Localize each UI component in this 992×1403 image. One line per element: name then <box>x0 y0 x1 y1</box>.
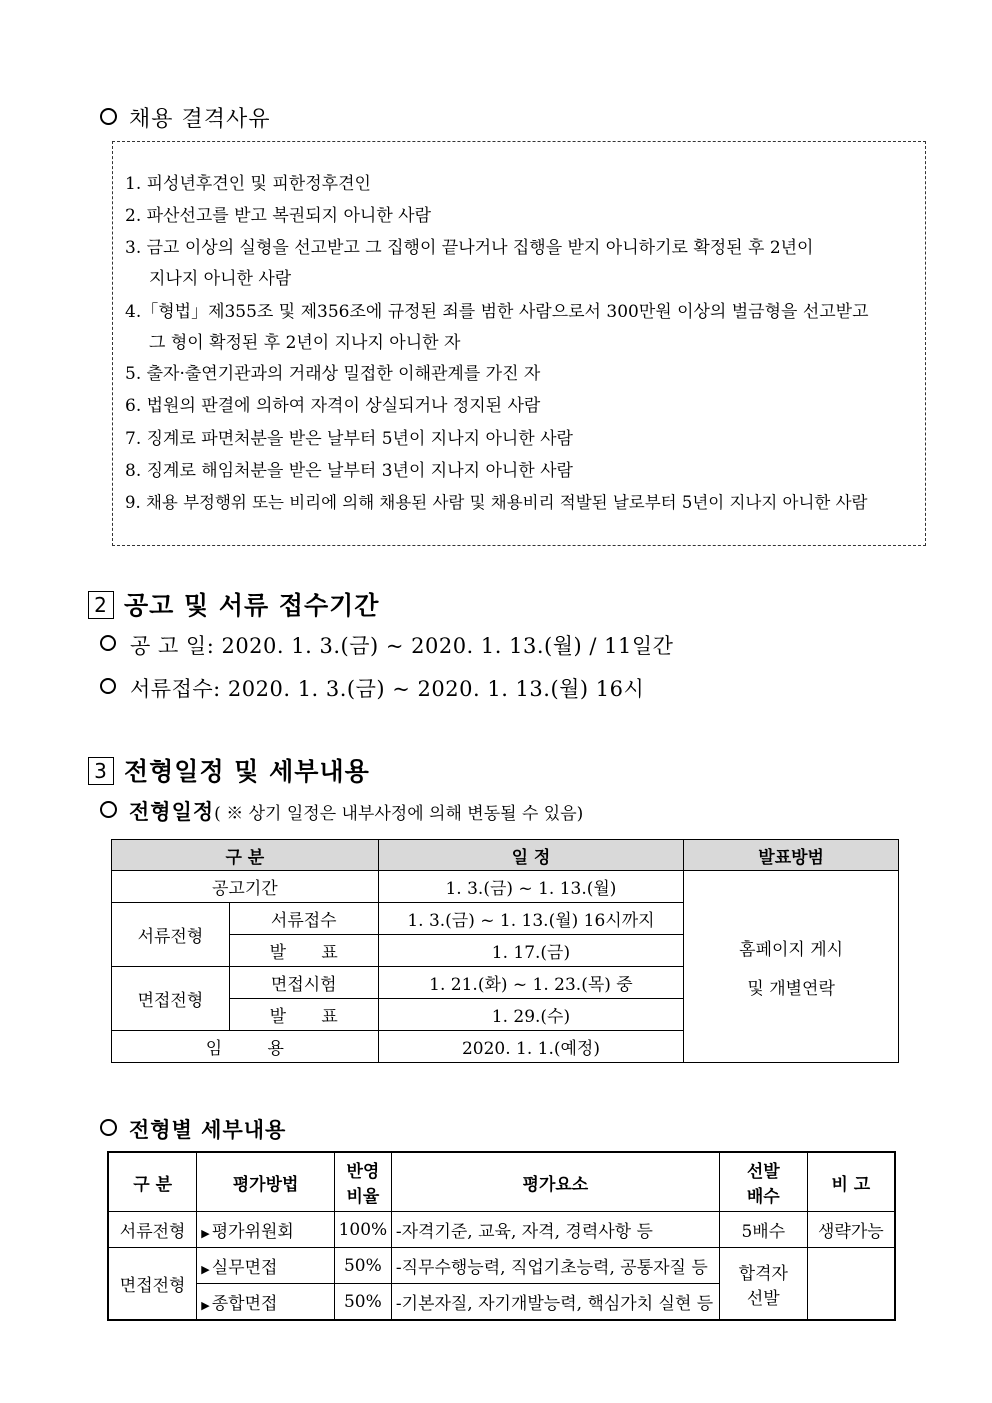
schedule-heading <box>100 796 583 826</box>
selection-line-2: 선발 <box>746 1288 780 1309</box>
table-cell: -자격기준, 교육, 자격, 경력사항 등 <box>391 1212 719 1248</box>
list-item: 4.「형법」제355조 및 제356조에 규정된 죄를 범한 사람으로서 300만원 이상의 벌금형을 선고받고 <box>125 302 869 322</box>
table-cell: 공고기간 <box>112 871 379 903</box>
schedule-table <box>111 839 899 1063</box>
section-2-heading <box>88 586 379 622</box>
list-item: 1. 피성년후견인 및 피한정후견인 <box>125 174 371 194</box>
table-header-row <box>112 840 899 871</box>
circle-bullet-icon <box>100 678 116 694</box>
table-cell: 생략가능 <box>807 1212 895 1248</box>
header-remarks: 비 고 <box>807 1152 895 1212</box>
table-cell: 50% <box>334 1248 391 1284</box>
section-number-box: 3 <box>88 757 114 785</box>
header-announce-method: 발표방범 <box>684 840 899 871</box>
header-ratio-line1: 반영 <box>346 1162 380 1182</box>
table-row <box>108 1212 895 1248</box>
list-item: 그 형이 확정된 후 2년이 지나지 아니한 자 <box>149 333 461 353</box>
circle-bullet-icon <box>100 635 116 651</box>
header-category: 구 분 <box>108 1152 197 1212</box>
method-label: 실무면접 <box>211 1258 278 1278</box>
table-cell: 50% <box>334 1284 391 1321</box>
table-row <box>112 871 899 903</box>
table-row <box>108 1248 895 1284</box>
disqualification-heading <box>100 102 271 133</box>
section-3-title: 전형일정 및 세부내용 <box>124 757 370 786</box>
document-period-text: 서류접수: 2020. 1. 3.(금) ~ 2020. 1. 13.(월) 16시 <box>130 677 645 701</box>
list-item: 3. 금고 이상의 실형을 선고받고 그 집행이 끝나거나 집행을 받지 아니하기로 확정된 후 2년이 <box>125 238 814 258</box>
table-cell: -기본자질, 자기개발능력, 핵심가치 실현 등 <box>391 1284 719 1321</box>
method-label: 종합면접 <box>211 1294 278 1314</box>
table-cell: 발 표 <box>229 935 378 967</box>
circle-bullet-icon <box>100 108 117 125</box>
group-cell: 서류전형 <box>112 903 230 967</box>
list-item: 2. 파산선고를 받고 복권되지 아니한 사람 <box>125 206 431 226</box>
table-cell: 서류전형 <box>108 1212 197 1248</box>
announce-line-2: 및 개별연락 <box>747 978 835 999</box>
table-cell: 서류접수 <box>229 903 378 935</box>
header-category: 구 분 <box>112 840 379 871</box>
schedule-note: ( ※ 상기 일정은 내부사정에 의해 변동될 수 있음) <box>214 804 584 824</box>
table-cell: 1. 29.(수) <box>378 999 684 1031</box>
selection-line-1: 합격자 <box>738 1263 788 1284</box>
table-cell: 1. 17.(금) <box>378 935 684 967</box>
header-ratio <box>334 1152 391 1212</box>
announce-method-cell <box>684 871 899 1063</box>
table-cell: 임 용 <box>112 1031 379 1063</box>
list-item: 6. 법원의 판결에 의하여 자격이 상실되거나 정지된 사람 <box>125 396 541 416</box>
section-number-box: 2 <box>88 591 114 619</box>
triangle-bullet-icon: ▶ <box>201 1299 210 1312</box>
disqualification-box <box>112 141 926 546</box>
table-cell: 면접시험 <box>229 967 378 999</box>
table-header-row <box>108 1152 895 1212</box>
table-cell: -직무수행능력, 직업기초능력, 공통자질 등 <box>391 1248 719 1284</box>
list-item: 9. 채용 부정행위 또는 비리에 의해 채용된 사람 및 채용비리 적발된 날로부터 5년이 지나지 아니한 사람 <box>125 493 868 512</box>
section-3-heading <box>88 752 370 788</box>
list-item: 5. 출자·출연기관과의 거래상 밀접한 이해관계를 가진 자 <box>125 364 541 384</box>
header-ratio-line2: 비율 <box>346 1187 380 1207</box>
announcement-period-text: 공 고 일: 2020. 1. 3.(금) ~ 2020. 1. 13.(월) / 11일간 <box>130 634 674 658</box>
disqualification-title: 채용 결격사유 <box>129 107 271 132</box>
list-item: 지나지 아니한 사람 <box>149 269 292 289</box>
document-period <box>100 673 644 703</box>
announce-line-1: 홈페이지 게시 <box>739 939 844 960</box>
table-cell <box>197 1212 335 1248</box>
table-cell: 5배수 <box>719 1212 807 1248</box>
announcement-period <box>100 630 673 660</box>
header-multiple <box>719 1152 807 1212</box>
group-cell: 면접전형 <box>108 1248 197 1321</box>
table-cell <box>197 1284 335 1321</box>
header-method: 평가방법 <box>197 1152 335 1212</box>
table-cell: 1. 3.(금) ~ 1. 13.(월) 16시까지 <box>378 903 684 935</box>
detail-table <box>107 1151 896 1321</box>
schedule-title: 전형일정 <box>129 799 215 824</box>
triangle-bullet-icon: ▶ <box>201 1227 210 1240</box>
empty-remarks-cell <box>807 1248 895 1321</box>
table-cell: 발 표 <box>229 999 378 1031</box>
circle-bullet-icon <box>100 801 117 818</box>
list-item: 8. 징계로 해임처분을 받은 날부터 3년이 지나지 아니한 사람 <box>125 461 573 481</box>
table-cell <box>197 1248 335 1284</box>
table-cell: 100% <box>334 1212 391 1248</box>
header-elements: 평가요소 <box>391 1152 719 1212</box>
detail-heading <box>100 1114 286 1144</box>
triangle-bullet-icon: ▶ <box>201 1263 210 1276</box>
method-label: 평가위원회 <box>211 1222 294 1242</box>
header-schedule: 일 정 <box>378 840 684 871</box>
table-cell: 1. 21.(화) ~ 1. 23.(목) 중 <box>378 967 684 999</box>
circle-bullet-icon <box>100 1119 117 1136</box>
group-cell: 면접전형 <box>112 967 230 1031</box>
section-2-title: 공고 및 서류 접수기간 <box>124 591 380 620</box>
table-cell: 2020. 1. 1.(예정) <box>378 1031 684 1063</box>
header-multiple-line2: 배수 <box>746 1187 780 1207</box>
detail-title: 전형별 세부내용 <box>129 1117 287 1142</box>
list-item: 7. 징계로 파면처분을 받은 날부터 5년이 지나지 아니한 사람 <box>125 429 573 449</box>
header-multiple-line1: 선발 <box>746 1162 780 1182</box>
selection-cell <box>719 1248 807 1321</box>
table-cell: 1. 3.(금) ~ 1. 13.(월) <box>378 871 684 903</box>
